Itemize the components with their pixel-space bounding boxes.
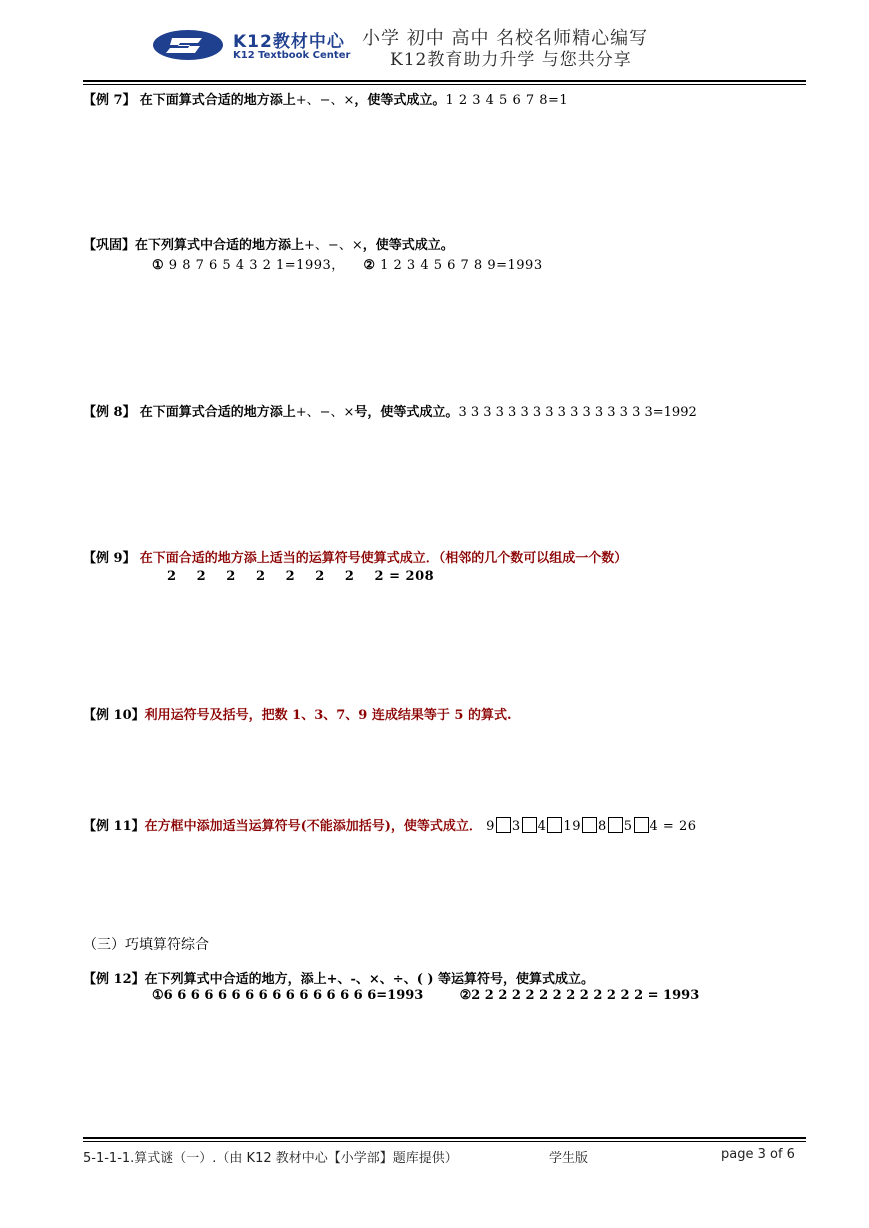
example-11	[83, 815, 697, 834]
example-tag: 【例 9】	[83, 551, 136, 566]
footer-rule-thick	[83, 1137, 806, 1139]
number: 19	[563, 819, 581, 834]
number: 3	[511, 819, 521, 834]
question-text: 在下面合适的地方添上适当的运算符号使算式成立．（相邻的几个数可以组成一个数）	[139, 551, 628, 566]
number: 4 = 26	[649, 819, 697, 834]
answer-box[interactable]	[547, 817, 562, 833]
question-tail: 号，使等式成立。	[354, 405, 459, 420]
question-text: 在下面算式合适的地方添上	[139, 93, 296, 108]
question-text: 在下列算式中合适的地方添上	[135, 238, 305, 253]
example-7	[83, 89, 568, 108]
header-rule-thick	[83, 80, 806, 82]
question-tail: ，使等式成立。	[362, 238, 454, 253]
operators: +、−、×	[295, 93, 355, 108]
example-10	[83, 704, 511, 723]
practice-tag: 【巩固】	[83, 238, 136, 253]
section-title: （三）巧填算符综合	[83, 937, 209, 953]
practice-equations	[152, 254, 543, 273]
answer-box[interactable]	[522, 817, 537, 833]
footer-page-number: page 3 of 6	[721, 1147, 795, 1162]
circled-two: ②	[363, 258, 376, 273]
question-text: 利用运符号及括号，把数 1、3、7、9 连成结果等于 5 的算式.	[144, 708, 512, 723]
number: 8	[597, 819, 607, 834]
example-9-equation: 2 2 2 2 2 2 2 2 = 208	[167, 569, 435, 584]
number: 4	[537, 819, 547, 834]
operators: +、−、×	[295, 405, 355, 420]
example-8	[83, 401, 697, 420]
example-tag: 【例 12】	[83, 972, 145, 987]
example-12-equations	[152, 988, 699, 1003]
header-slogan-line1: 小学 初中 高中 名校名师精心编写	[362, 28, 649, 49]
example-tag: 【例 10】	[83, 708, 145, 723]
header-slogan-line2: K12教育助力升学 与您共分享	[390, 50, 632, 70]
question-text: 在下面算式合适的地方添上	[139, 405, 296, 420]
number: 9	[486, 819, 495, 834]
footer-rule-thin	[83, 1141, 806, 1142]
operators: +、−、×	[304, 238, 363, 253]
equation-1: 9 8 7 6 5 4 3 2 1=1993，	[168, 258, 345, 273]
footer-source: 5-1-1-1.算式谜（一）.（由 K12 教材中心【小学部】题库提供）	[83, 1151, 458, 1166]
example-tag: 【例 8】	[83, 405, 136, 420]
header-rule-thin	[83, 84, 806, 85]
brand-name-en: K12 Textbook Center	[233, 50, 351, 61]
practice-question	[83, 234, 454, 253]
equation: 3 3 3 3 3 3 3 3 3 3 3 3 3 3 3 3=1992	[458, 405, 697, 420]
answer-box[interactable]	[496, 817, 511, 833]
brand-name-cn: K12教材中心	[233, 32, 345, 52]
answer-box[interactable]	[582, 817, 597, 833]
example-12	[83, 968, 594, 987]
question-text: 在下列算式中合适的地方，添上+、-、×、÷、( ) 等运算符号，使算式成立。	[144, 972, 595, 987]
footer-edition: 学生版	[549, 1151, 589, 1166]
example-tag: 【例 7】	[83, 93, 136, 108]
equation-1: ①6 6 6 6 6 6 6 6 6 6 6 6 6 6 6 6=1993	[152, 988, 424, 1003]
k12-logo-icon	[152, 28, 224, 62]
answer-box[interactable]	[634, 817, 649, 833]
example-tag: 【例 11】	[83, 819, 145, 834]
question-text: 在方框中添加适当运算符号(不能添加括号)，使等式成立．	[144, 819, 482, 834]
circled-one: ①	[152, 258, 165, 273]
number: 5	[623, 819, 633, 834]
answer-box[interactable]	[608, 817, 623, 833]
equation-2: 1 2 3 4 5 6 7 8 9=1993	[380, 258, 543, 273]
question-tail: ，使等式成立。	[354, 93, 446, 108]
equation-2: ②2 2 2 2 2 2 2 2 2 2 2 2 2 = 1993	[459, 988, 700, 1003]
example-9	[83, 547, 627, 566]
equation: 1 2 3 4 5 6 7 8=1	[445, 93, 569, 108]
box-equation	[486, 819, 696, 834]
